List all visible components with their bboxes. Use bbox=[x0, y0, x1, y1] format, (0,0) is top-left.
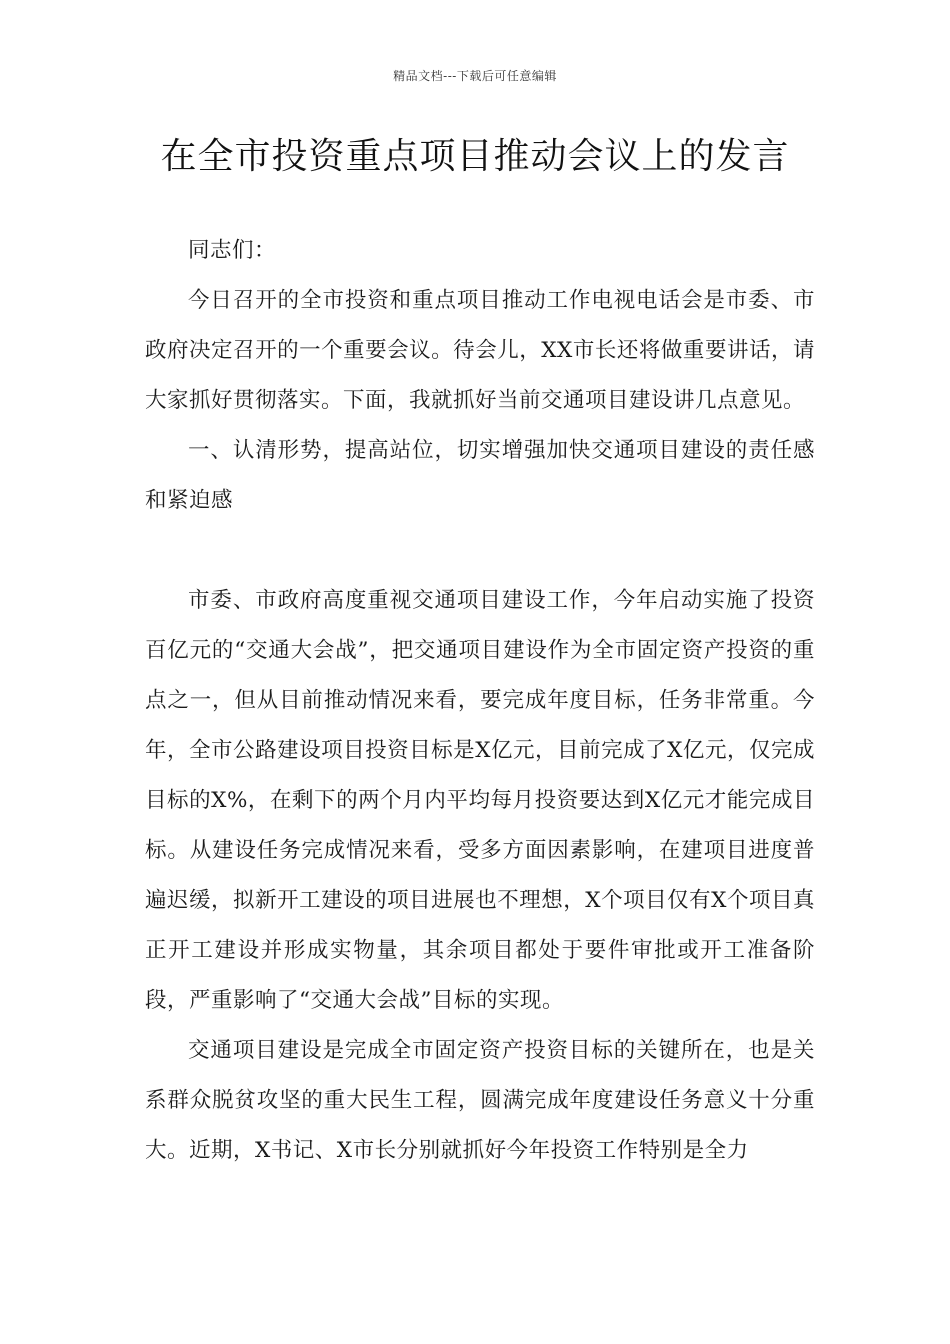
section-heading-1: 一、认清形势，提高站位，切实增强加快交通项目建设的责任感和紧迫感 bbox=[145, 438, 815, 513]
document-title: 在全市投资重点项目推动会议上的发言 bbox=[160, 136, 790, 177]
header-note: 精品文档---下载后可任意编辑 bbox=[393, 69, 557, 83]
intro-paragraph: 今日召开的全市投资和重点项目推动工作电视电话会是市委、市政府决定召开的一个重要会议。待会儿，XX市长还将做重要讲话，请大家抓好贯彻落实。下面，我就抓好当前交通项目建设讲几点意见。 bbox=[145, 288, 815, 413]
body-paragraph: 市委、市政府高度重视交通项目建设工作，今年启动实施了投资百亿元的“交通大会战”，把交通项目建设作为全市固定资产投资的重点之一，但从目前推动情况来看，要完成年度目标，任务非常重。今年，全市公路建设项目投资目标是X亿元，目前完成了X亿元，仅完成目标的X%，在剩下的两个月内平均每月投资要达到X亿元才能完成目标。从建设任务完成情况来看，受多方面因素影响，在建项目进度普遍迟缓，拟新开工建设的项目进展也不理想，X个项目仅有X个项目真正开工建设并形成实物量，其余项目都处于要件审批或开工准备阶段，严重影响了“交通大会战”目标的实现。 bbox=[145, 588, 815, 1013]
body-paragraph: 交通项目建设是完成全市固定资产投资目标的关键所在，也是关系群众脱贫攻坚的重大民生工程，圆满完成年度建设任务意义十分重大。近期，X书记、X市长分别就抓好今年投资工作特别是全力 bbox=[145, 1038, 815, 1163]
salutation-paragraph: 同志们： bbox=[188, 238, 277, 263]
document-body bbox=[145, 226, 815, 1176]
